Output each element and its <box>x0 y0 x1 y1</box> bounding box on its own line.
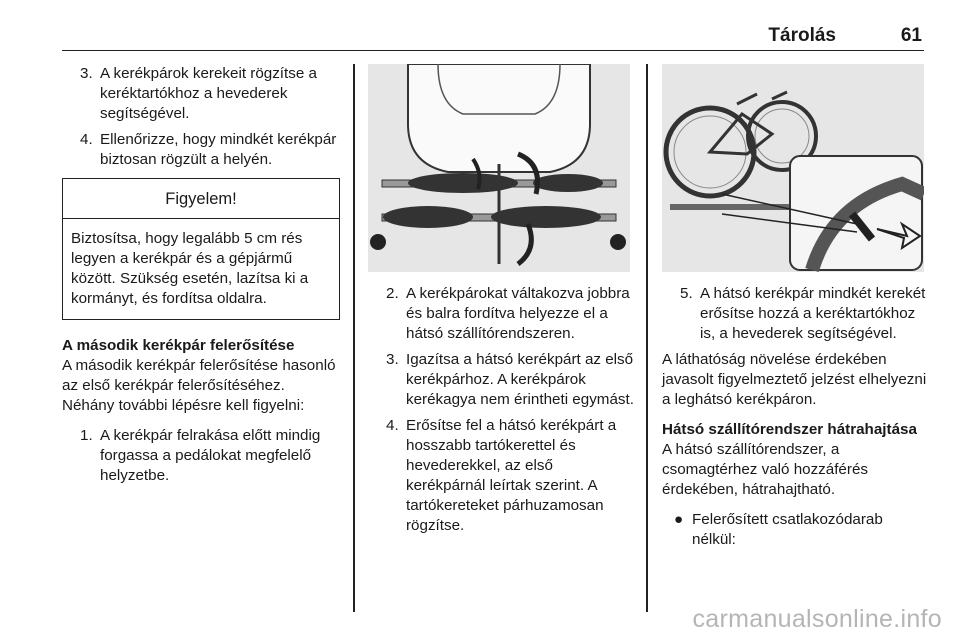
bullet-text: Felerősített csatlakozódarab nélkül: <box>692 511 883 548</box>
list-item <box>662 284 928 344</box>
section-heading: Hátsó szállítórendszer hátrahajtása <box>662 421 917 438</box>
page-header <box>62 24 924 51</box>
list-item <box>368 416 634 536</box>
warning-box <box>62 178 340 320</box>
step-number: 1. <box>80 427 93 444</box>
step-text: A kerékpárok kerekeit rögzítse a keréktartókhoz a hevederek segítségével. <box>100 65 317 122</box>
watermark: carmanualsonline.info <box>692 605 942 633</box>
list-item <box>62 130 340 170</box>
paragraph: A láthatóság növelése érdekében javasolt figyelmeztető jelzést elhelyezni a leghátsó kerékpáron. <box>662 351 927 408</box>
page-number: 61 <box>900 25 922 46</box>
step-number: 3. <box>80 65 93 82</box>
step-number: 4. <box>80 131 93 148</box>
illustration-svg <box>662 64 924 272</box>
step-list <box>368 284 634 536</box>
bike-carrier-top-view-illustration <box>368 64 630 272</box>
step-text: A kerékpárokat váltakozva jobbra és balra fordítva helyezze el a hátsó szállítórendszeren. <box>406 285 630 342</box>
step-text: Erősítse fel a hátsó kerékpárt a hosszabb tartókerettel és hevederekkel, az első kerékpárnál leírtak szerint. A tartókereteket párhuzamosan rögzítse. <box>406 417 617 534</box>
step-text: Ellenőrizze, hogy mindkét kerékpár biztosan rögzült a helyén. <box>100 131 337 168</box>
page-title: Tárolás <box>768 25 836 46</box>
step-number: 2. <box>386 285 399 302</box>
list-item <box>62 426 340 486</box>
illustration-svg <box>368 64 630 272</box>
column-left <box>62 64 340 492</box>
section-paragraph: A hátsó szállítórendszer, a csomagtérhez való hozzáférés érdekében, hátrahajtható. <box>662 441 868 498</box>
list-item <box>368 350 634 410</box>
step-number: 3. <box>386 351 399 368</box>
step-list <box>62 64 340 170</box>
column-divider <box>646 64 648 612</box>
warning-text: Biztosítsa, hogy legalább 5 cm rés legyen a kerékpár és a gépjármű között. Szükség esetén, lazítsa ki a kormányt, és fordítsa oldalra. <box>71 230 309 307</box>
step-text: A kerékpár felrakása előtt mindig forgassa a pedálokat megfelelő helyzetbe. <box>100 427 321 484</box>
bullet-icon: ● <box>674 511 684 528</box>
step-text: A hátsó kerékpár mindkét kerekét erősítse hozzá a keréktartókhoz is, a hevederek segítségével. <box>700 285 926 342</box>
section-heading: A második kerékpár felerősítése <box>62 337 295 354</box>
step-text: Igazítsa a hátsó kerékpárt az első kerékpárhoz. A kerékpárok kerékagya nem érintheti egymást. <box>406 351 634 408</box>
step-list <box>662 284 928 344</box>
bike-strap-detail-illustration <box>662 64 924 272</box>
step-number: 4. <box>386 417 399 434</box>
bullet-item <box>662 510 928 550</box>
column-divider <box>353 64 355 612</box>
list-item <box>62 64 340 124</box>
warning-title: Figyelem! <box>63 179 339 219</box>
column-middle <box>368 64 634 542</box>
list-item <box>368 284 634 344</box>
step-list <box>62 426 340 486</box>
step-number: 5. <box>680 285 693 302</box>
column-right <box>662 64 928 550</box>
section-paragraph: A második kerékpár felerősítése hasonló az első kerékpár felerősítéséhez. Néhány további lépésre kell figyelni: <box>62 357 336 414</box>
